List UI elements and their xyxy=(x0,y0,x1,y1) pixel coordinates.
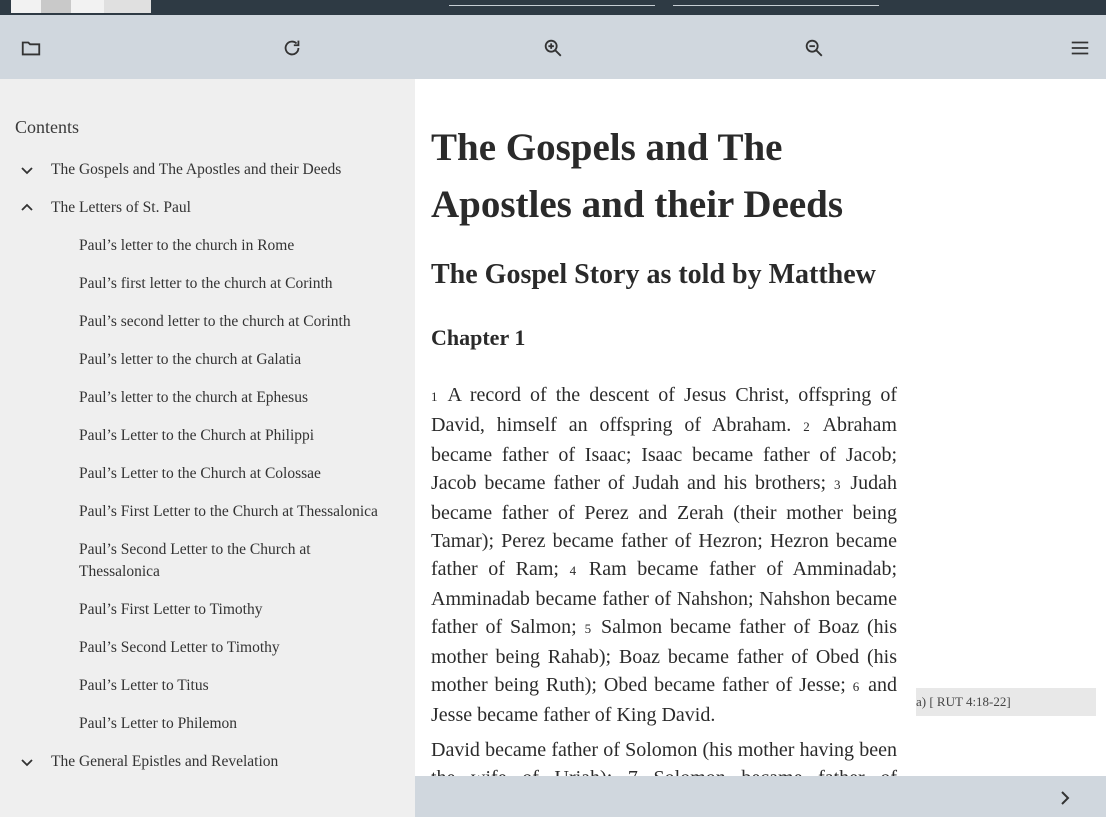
next-page-button[interactable] xyxy=(1055,788,1075,808)
refresh-button[interactable] xyxy=(279,35,305,61)
toc-item-label: Paul’s letter to the church at Galatia xyxy=(79,351,302,368)
bottom-navigation-bar xyxy=(415,776,1106,817)
verse-number: 5 xyxy=(584,621,592,636)
toc-item-label: Paul’s Letter to Titus xyxy=(79,677,209,694)
verse-text: Abraham became father of Isaac; Isaac became father of Jacob; Jacob became father of Judah and his brothers; xyxy=(431,414,897,494)
toc-item-label: Paul’s letter to the church in Rome xyxy=(79,237,295,254)
toc-item-label: Paul’s Second Letter to Timothy xyxy=(79,639,280,656)
toc-item-label: The Gospels and The Apostles and their Deeds xyxy=(51,161,342,178)
window-top-strip xyxy=(0,0,1106,15)
thumbnail-block xyxy=(104,0,151,13)
chevron-down-icon xyxy=(19,754,35,770)
book-title: The Gospels and The Apostles and their Deeds xyxy=(431,126,844,226)
toc-item-label: The General Epistles and Revelation xyxy=(51,753,279,770)
gospel-title: The Gospel Story as told by Matthew xyxy=(431,259,876,290)
verse-text: A record of the descent of Jesus Christ, offspring of David, himself an offspring of Abraham. xyxy=(431,384,897,436)
verse-number: 6 xyxy=(852,679,860,694)
toc-title: Contents xyxy=(15,117,80,137)
verse-text: Salmon became father of Boaz (his mother being Rahab); Boaz became father of Obed (his mother being Ruth); Obed became father of Jesse; xyxy=(431,616,898,696)
toc-item-label: Paul’s First Letter to Timothy xyxy=(79,601,263,618)
verse-paragraph: David became father of Solomon (his mother having been xyxy=(431,739,897,761)
verse-number: 4 xyxy=(569,563,577,578)
zoom-in-button[interactable] xyxy=(540,35,566,61)
chevron-up-icon xyxy=(19,200,35,216)
toc-item-label: Paul’s Letter to the Church at Colossae xyxy=(79,465,321,482)
toc-item-label: Paul’s First Letter to the Church at Thessalonica xyxy=(79,503,378,520)
menu-button[interactable] xyxy=(1067,35,1093,61)
verse-text: Ram became father of Amminadab; Amminadab became father of Nahshon; Nahshon became father of Salmon; xyxy=(431,558,898,638)
menu-icon xyxy=(1069,37,1091,59)
toc-item-label: The Letters of St. Paul xyxy=(51,199,191,216)
chapter-heading: Chapter 1 xyxy=(431,325,526,350)
toc-item-label: Paul’s Second Letter to the Church at Thessalonica xyxy=(79,541,311,580)
thumbnail-block xyxy=(41,0,71,13)
toc-item-label: Paul’s second letter to the church at Corinth xyxy=(79,313,351,330)
toc-item-label: Paul’s first letter to the church at Corinth xyxy=(79,275,333,292)
verse-text: and Jesse became father of King David. xyxy=(431,674,898,726)
toc-item-label: Paul’s Letter to the Church at Philippi xyxy=(79,427,315,444)
chevron-right-icon xyxy=(1055,788,1075,808)
verse-number: 3 xyxy=(833,477,841,492)
verse-text: Judah became father of Perez and Zerah (their mother being Tamar); Perez became father of Hezron; Hezron became father of Ram; xyxy=(431,472,898,580)
folder-icon xyxy=(20,37,42,59)
verse-number: 2 xyxy=(803,419,810,434)
open-folder-button[interactable] xyxy=(18,35,44,61)
toc-item-label: Paul’s Letter to Philemon xyxy=(79,715,237,732)
reading-pane xyxy=(415,79,1106,776)
chevron-down-icon xyxy=(19,162,35,178)
top-divider xyxy=(449,5,655,6)
toolbar xyxy=(0,15,1106,79)
verse-number: 1 xyxy=(431,389,438,404)
toc-item-label: Paul’s letter to the church at Ephesus xyxy=(79,389,308,406)
verse-paragraph xyxy=(431,381,897,729)
zoom-out-icon xyxy=(803,37,825,59)
zoom-out-button[interactable] xyxy=(801,35,827,61)
table-of-contents xyxy=(0,79,415,817)
thumbnail-image xyxy=(11,0,151,13)
footnote[interactable]: a) [ RUT 4:18-22] xyxy=(916,688,1096,716)
refresh-icon xyxy=(281,37,303,59)
zoom-in-icon xyxy=(542,37,564,59)
top-divider xyxy=(673,5,879,6)
